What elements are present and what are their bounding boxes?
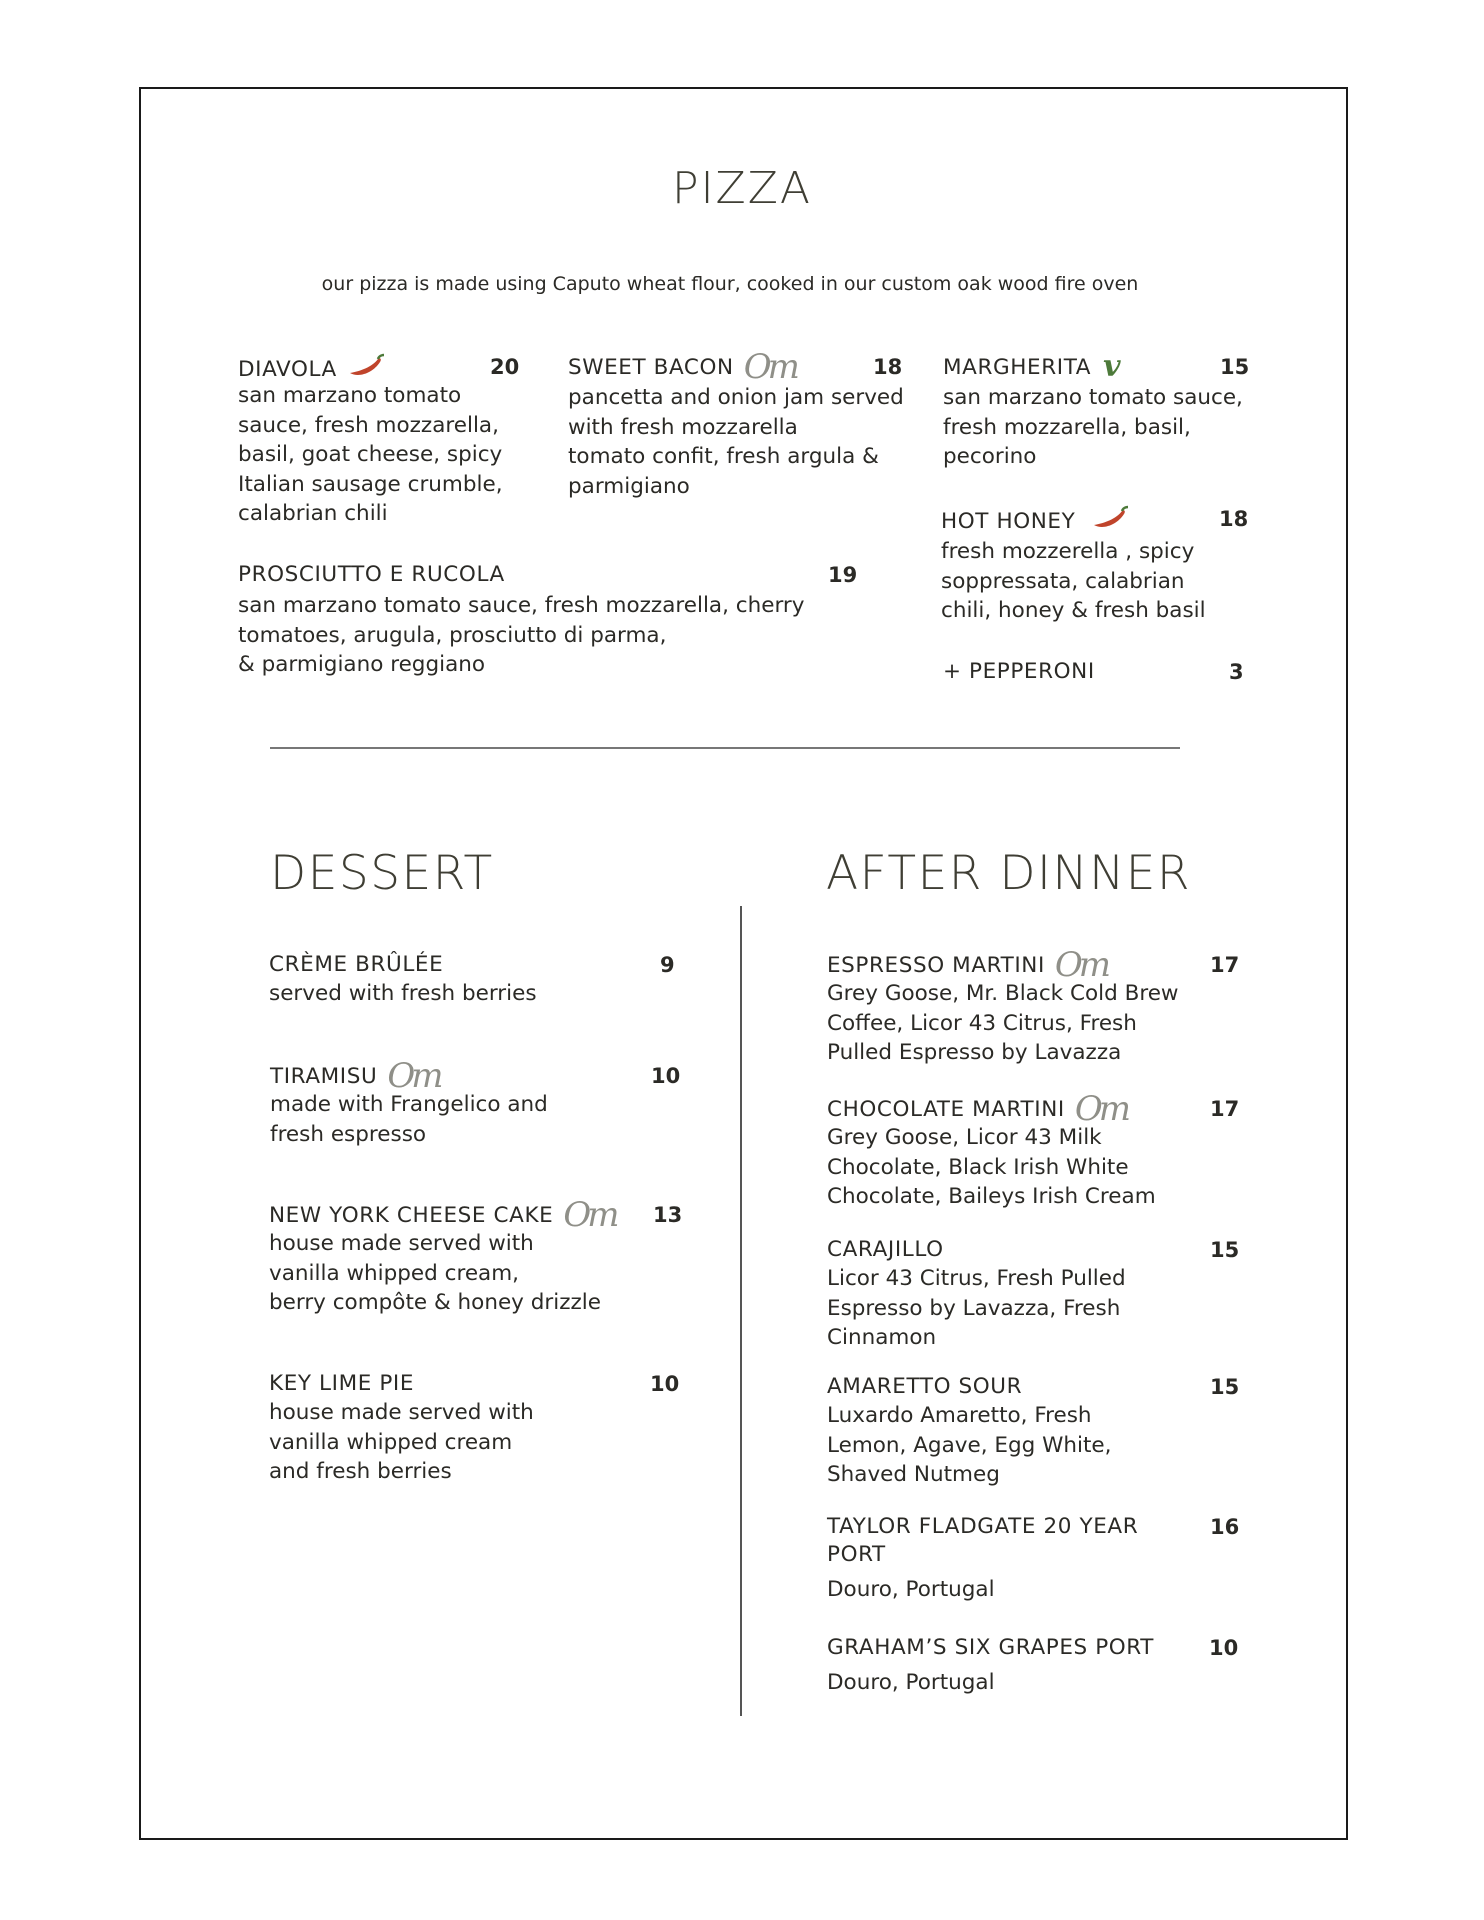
menu-item-pepperoni-addon <box>943 658 1253 686</box>
item-price: 3 <box>1229 660 1244 684</box>
item-description: san marzano tomato sauce, fresh mozzarella, basil, goat cheese, spicy Italian sausage crumble, calabrian chili <box>238 383 503 526</box>
om-logo-icon: Om <box>387 1056 440 1096</box>
item-name: CARAJILLO <box>827 1237 944 1262</box>
item-name: MARGHERITA <box>943 355 1092 380</box>
item-description: Grey Goose, Licor 43 Milk Chocolate, Black Irish White Chocolate, Baileys Irish Cream <box>827 1125 1156 1209</box>
menu-item-new-york-cheese-cake <box>269 1195 689 1318</box>
menu-item-sweet-bacon <box>568 347 908 501</box>
menu-item-key-lime-pie <box>269 1370 679 1487</box>
menu-item-prosciutto-e-rucola <box>238 561 858 680</box>
item-price: 20 <box>490 355 520 379</box>
item-name: ESPRESSO MARTINI <box>827 953 1045 978</box>
item-price: 17 <box>1210 1097 1240 1121</box>
item-description: san marzano tomato sauce, fresh mozzarella, basil, pecorino <box>943 385 1243 469</box>
item-name: PROSCIUTTO E RUCOLA <box>238 562 505 587</box>
pizza-subtitle: our pizza is made using Caputo wheat flour, cooked in our custom oak wood fire oven <box>321 273 1139 295</box>
after-dinner-heading: AFTER DINNER <box>826 846 1192 901</box>
item-price: 9 <box>660 953 675 977</box>
item-price: 18 <box>1219 507 1249 531</box>
item-description: Licor 43 Citrus, Fresh Pulled Espresso by Lavazza, Fresh Cinnamon <box>827 1266 1126 1350</box>
item-price: 15 <box>1220 355 1250 379</box>
item-name: CRÈME BRÛLÉE <box>269 952 444 977</box>
item-name: TIRAMISU <box>270 1064 378 1089</box>
item-name: GRAHAM’S SIX GRAPES PORT <box>827 1635 1154 1660</box>
item-name: TAYLOR FLADGATE 20 YEAR PORT <box>827 1514 1139 1567</box>
item-price: 17 <box>1210 953 1240 977</box>
chili-pepper-icon <box>1091 505 1131 539</box>
pizza-heading: PIZZA <box>672 163 812 214</box>
item-description: Luxardo Amaretto, Fresh Lemon, Agave, Egg White, Shaved Nutmeg <box>827 1403 1112 1487</box>
item-name: AMARETTO SOUR <box>827 1374 1023 1399</box>
item-price: 18 <box>873 355 903 379</box>
menu-item-carajillo <box>827 1236 1247 1353</box>
item-name: HOT HONEY <box>941 509 1076 534</box>
item-price: 10 <box>650 1372 680 1396</box>
item-price: 15 <box>1210 1375 1240 1399</box>
item-name: SWEET BACON <box>568 355 734 380</box>
menu-item-creme-brulee <box>269 951 679 1009</box>
section-divider-horizontal <box>270 747 1180 749</box>
dessert-heading: DESSERT <box>270 846 494 901</box>
item-price: 10 <box>651 1064 681 1088</box>
item-origin: Douro, Portugal <box>827 1670 995 1695</box>
item-description: served with fresh berries <box>269 981 537 1006</box>
item-description: house made served with vanilla whipped cream and fresh berries <box>269 1400 534 1484</box>
section-divider-vertical <box>740 906 742 1716</box>
item-price: 19 <box>828 563 858 587</box>
item-price: 15 <box>1210 1238 1240 1262</box>
item-description: house made served with vanilla whipped cream, berry compôte & honey drizzle <box>269 1231 601 1315</box>
item-name: CHOCOLATE MARTINI <box>827 1097 1065 1122</box>
item-name: NEW YORK CHEESE CAKE <box>269 1203 554 1228</box>
item-name: + PEPPERONI <box>943 659 1095 684</box>
item-price: 13 <box>653 1203 683 1227</box>
menu-item-hot-honey <box>941 505 1251 626</box>
menu-item-taylor-fladgate-port <box>827 1513 1247 1605</box>
menu-item-espresso-martini <box>827 945 1247 1068</box>
om-logo-icon: Om <box>1054 945 1108 985</box>
vegetarian-v-icon: v <box>1103 349 1122 384</box>
item-description: fresh mozzerella , spicy soppressata, calabrian chili, honey & fresh basil <box>941 539 1206 623</box>
menu-item-grahams-six-grapes-port <box>827 1634 1247 1698</box>
menu-item-margherita <box>943 349 1253 472</box>
menu-item-tiramisu <box>270 1056 681 1149</box>
item-description: pancetta and onion jam served with fresh mozzarella tomato confit, fresh argula & parmigiano <box>568 385 904 499</box>
menu-item-amaretto-sour <box>827 1373 1247 1490</box>
om-logo-icon: Om <box>1074 1089 1127 1129</box>
item-price: 10 <box>1209 1636 1239 1660</box>
item-name: KEY LIME PIE <box>269 1371 415 1396</box>
om-logo-icon: Om <box>563 1195 616 1235</box>
item-name: DIAVOLA <box>238 357 337 382</box>
menu-item-diavola <box>238 353 523 529</box>
item-description: san marzano tomato sauce, fresh mozzarella, cherry tomatoes, arugula, prosciutto di parma, & parmigiano reggiano <box>238 593 805 677</box>
menu-item-chocolate-martini <box>827 1089 1247 1212</box>
item-price: 16 <box>1210 1515 1240 1539</box>
item-description: made with Frangelico and fresh espresso <box>270 1092 548 1147</box>
item-description: Grey Goose, Mr. Black Cold Brew Coffee, Licor 43 Citrus, Fresh Pulled Espresso by Lavazza <box>827 981 1179 1065</box>
om-logo-icon: Om <box>743 347 796 387</box>
item-origin: Douro, Portugal <box>827 1577 995 1602</box>
